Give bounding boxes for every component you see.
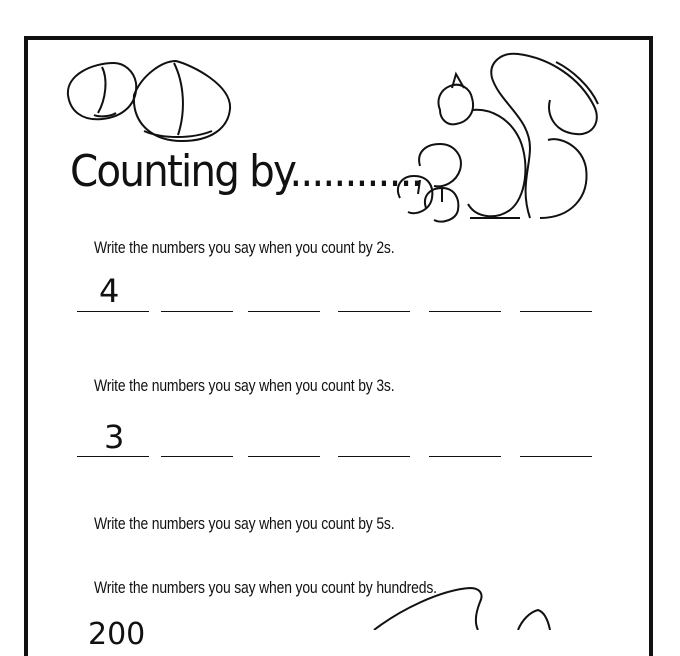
answer-blank[interactable]: [77, 311, 149, 312]
answer-2s-first: 4: [99, 272, 120, 310]
answer-blank[interactable]: [77, 456, 149, 457]
worksheet-title: Counting by............: [70, 146, 422, 197]
answer-3s-first: 3: [104, 418, 125, 456]
answer-blank[interactable]: [338, 456, 410, 457]
instruction-count-by-2s: Write the numbers you say when you count by 2s.: [94, 238, 395, 257]
instruction-count-by-3s: Write the numbers you say when you count by 3s.: [94, 376, 395, 395]
answer-blank[interactable]: [338, 311, 410, 312]
answer-blank[interactable]: [161, 311, 233, 312]
answer-blank[interactable]: [429, 456, 501, 457]
answer-blank[interactable]: [161, 456, 233, 457]
squirrel-illustration: [380, 48, 610, 228]
answer-blank[interactable]: [520, 456, 592, 457]
answer-blank[interactable]: [248, 311, 320, 312]
instruction-count-by-5s: Write the numbers you say when you count by 5s.: [94, 514, 395, 533]
answer-hundreds-first: 200: [88, 617, 146, 652]
answer-blank[interactable]: [520, 311, 592, 312]
instruction-count-by-hundreds: Write the numbers you say when you count by hundreds.: [94, 578, 437, 597]
chestnut-leaves-illustration: [370, 580, 570, 630]
answer-blank[interactable]: [248, 456, 320, 457]
answer-blank[interactable]: [429, 311, 501, 312]
chestnuts-illustration: [62, 55, 237, 150]
